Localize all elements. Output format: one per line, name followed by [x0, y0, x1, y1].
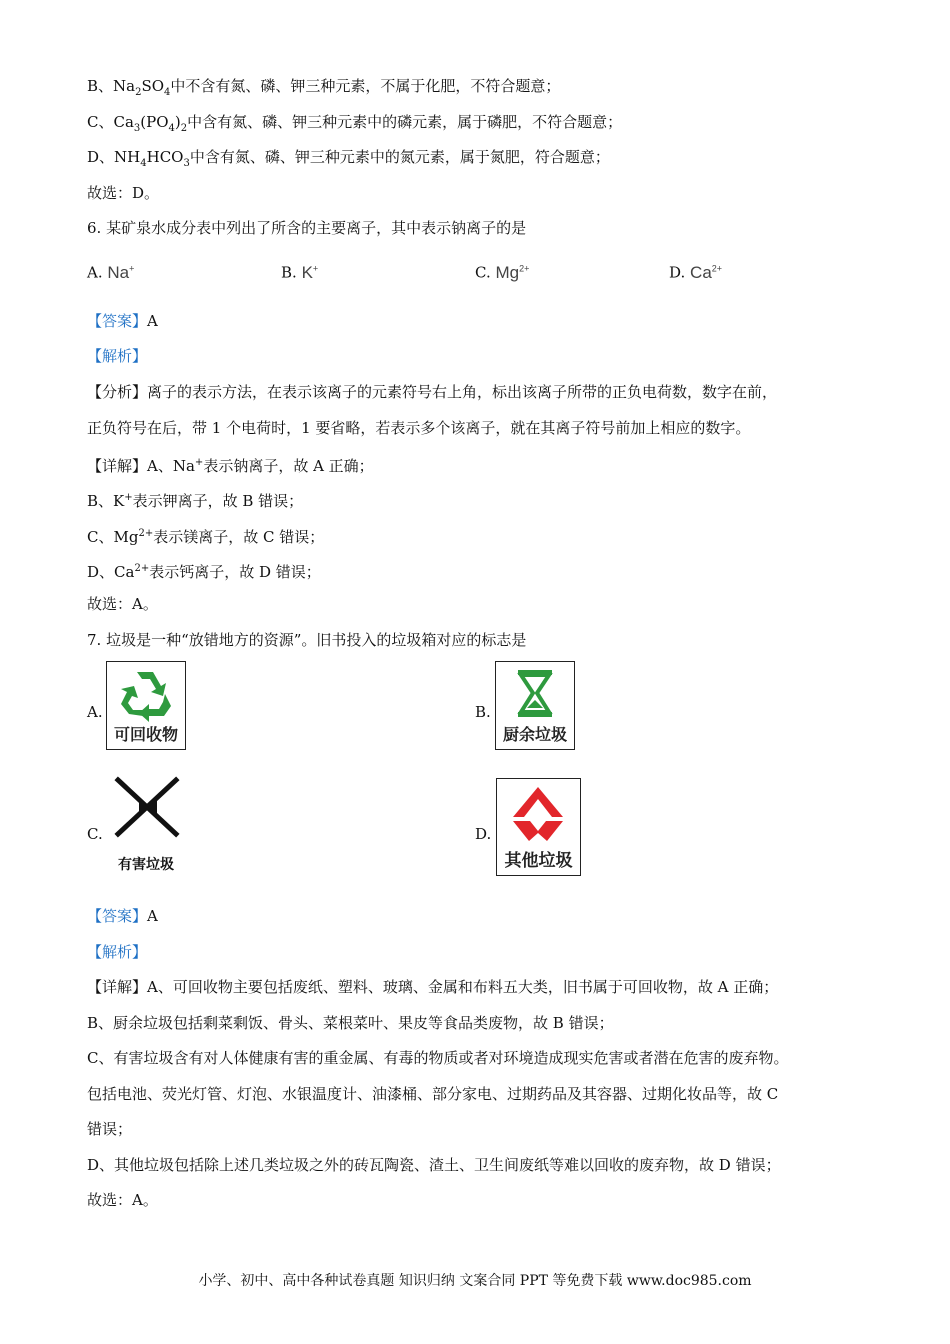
q6-detail-a: 【详解】A、Na+表示钠离子，故 A 正确；: [87, 457, 374, 475]
q7-detail-d: D、其他垃圾包括除上述几类垃圾之外的砖瓦陶瓷、渣土、卫生间废纸等难以回收的废弃物，故 D 错误；: [87, 1156, 781, 1174]
q7-detail-c-end: 错误；: [87, 1120, 133, 1138]
q6-answer: 【答案】A: [87, 312, 158, 330]
q6-choice: 故选：A。: [87, 595, 158, 613]
q7-option-a-label: 可回收物: [113, 725, 178, 744]
q7-option-d-sign[interactable]: [496, 778, 581, 876]
hazard-arrows-icon: [106, 776, 190, 838]
hourglass-icon: [496, 664, 574, 724]
q6-fenxi-line1: 【分析】离子的表示方法，在表示该离子的元素符号右上角，标出该离子所带的正负电荷数，数字在前，: [87, 383, 778, 401]
q6-detail-c: C、$Mg^{2+}$表示镁离子，故 C 错误；: [87, 528, 325, 546]
q7-option-c-sign[interactable]: [106, 776, 190, 876]
page-footer[interactable]: 小学、初中、高中各种试卷真题 知识归纳 文案合同 PPT 等免费下载 www.doc985.com: [198, 1273, 752, 1289]
q7-detail-a: 【详解】A、可回收物主要包括废纸、塑料、玻璃、金属和布料五大类，旧书属于可回收物，故 A 正确；: [87, 978, 779, 996]
q7-option-a-sign[interactable]: [106, 661, 186, 750]
q7-option-a-letter[interactable]: A.: [87, 703, 103, 721]
q6-option-a[interactable]: A. Na+: [87, 262, 135, 282]
q6-option-b[interactable]: B. K+: [281, 262, 319, 282]
q7-option-c-letter[interactable]: C.: [87, 825, 103, 843]
q6-detail-b: B、K+表示钾离子，故 B 错误；: [87, 492, 304, 510]
other-waste-icon: [497, 783, 580, 849]
q7-option-b-sign[interactable]: [495, 661, 575, 750]
q7-option-d-letter[interactable]: D.: [475, 825, 492, 843]
q6-option-c[interactable]: C. $Mg^{2+}$: [475, 262, 530, 282]
q7-answer: 【答案】A: [87, 907, 158, 925]
q6-analysis-heading: 【解析】: [87, 347, 148, 365]
prev-option-c: C、$Ca_3(PO_4)_2$中含有氮、磷、钾三种元素中的磷元素，属于磷肥，不符合题意；: [87, 113, 623, 134]
q7-detail-b: B、厨余垃圾包括剩菜剩饭、骨头、菜根菜叶、果皮等食品类废物，故 B 错误；: [87, 1014, 614, 1032]
q6-option-d[interactable]: D. $Ca^{2+}$: [669, 262, 723, 282]
prev-option-d: D、$NH_4HCO_3$中含有氮、磷、钾三种元素中的氮元素，属于氮肥，符合题意；: [87, 148, 610, 169]
q7-detail-c: C、有害垃圾含有对人体健康有害的重金属、有毒的物质或者对环境造成现实危害或者潜在危害的废弃物。: [87, 1049, 789, 1067]
q7-option-b-label: 厨余垃圾: [502, 725, 567, 744]
recycle-icon: [107, 664, 185, 724]
q7-stem: 7. 垃圾是一种“放错地方的资源”。旧书投入的垃圾箱对应的标志是: [87, 631, 527, 649]
q7-choice: 故选：A。: [87, 1191, 158, 1209]
q7-analysis-heading: 【解析】: [87, 943, 148, 961]
q7-detail-c-cont: 包括电池、荧光灯管、灯泡、水银温度计、油漆桶、部分家电、过期药品及其容器、过期化妆品等，故 C: [87, 1085, 779, 1103]
q7-option-d-label: 其他垃圾: [504, 851, 573, 871]
q7-option-b-letter[interactable]: B.: [475, 703, 491, 721]
q6-stem: 6. 某矿泉水成分表中列出了所含的主要离子，其中表示钠离子的是: [87, 219, 527, 237]
q7-option-c-label: 有害垃圾: [118, 857, 174, 873]
q6-detail-d: D、$Ca^{2+}$表示钙离子，故 D 错误；: [87, 563, 321, 581]
prev-option-b: B、$Na_2SO_4$中不含有氮、磷、钾三种元素，不属于化肥，不符合题意；: [87, 77, 561, 98]
prev-choice: 故选：D。: [87, 184, 160, 202]
q6-fenxi-line2: 正负符号在后，带 1 个电荷时，1 要省略，若表示多个该离子，就在其离子符号前加上相应的数字。: [87, 419, 751, 437]
